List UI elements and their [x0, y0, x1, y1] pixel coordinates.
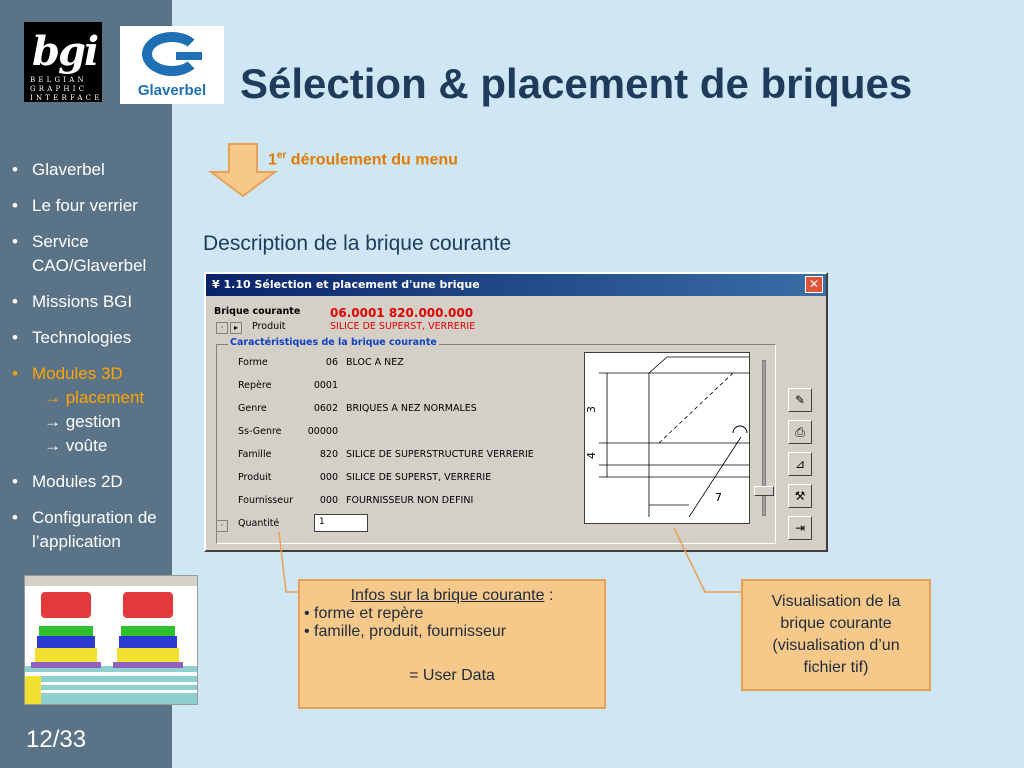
- page-title: Sélection & placement de briques: [240, 60, 913, 107]
- row-label: Forme: [238, 357, 268, 368]
- bullet: •: [12, 292, 18, 311]
- quantite-input[interactable]: 1: [314, 514, 368, 532]
- row-label: Produit: [238, 472, 272, 483]
- nav-label: Modules 2D: [32, 472, 123, 491]
- bullet: •: [12, 508, 18, 527]
- row-value: SILICE DE SUPERSTRUCTURE VERRERIE: [346, 449, 534, 460]
- brique-courante-code: 06.0001 820.000.000: [330, 306, 474, 320]
- row-label: Famille: [238, 449, 272, 460]
- section-description: Description de la brique courante: [203, 232, 512, 255]
- row-value: BLOC A NEZ: [346, 357, 404, 368]
- edit-pencil-icon[interactable]: ✎: [788, 388, 812, 412]
- hammer-icon[interactable]: ⚒: [788, 484, 812, 508]
- bgi-logo-line: GRAPHIC: [30, 85, 88, 93]
- infos-callout-title: Infos sur la brique courante: [350, 587, 545, 604]
- row-value: FOURNISSEUR NON DEFINI: [346, 495, 474, 506]
- nav-label: Le four verrier: [32, 196, 138, 215]
- bullet: •: [12, 328, 18, 347]
- row-code: 0001: [313, 380, 338, 391]
- bgi-logo-line: INTERFACE: [30, 94, 103, 102]
- row-value: BRIQUES A NEZ NORMALES: [346, 403, 477, 414]
- nav-label: Service CAO/Glaverbel: [32, 232, 147, 275]
- row-value: SILICE DE SUPERST, VERRERIE: [346, 472, 492, 483]
- infos-callout-colon: :: [544, 587, 554, 604]
- nav-label: Modules 3D: [32, 364, 123, 383]
- exit-icon[interactable]: ⇥: [788, 516, 812, 540]
- bullet: •: [12, 160, 18, 179]
- produit-header-label: Produit: [252, 321, 286, 332]
- produit-header-value: SILICE DE SUPERST, VERRERIE: [330, 321, 476, 332]
- dimension-label: 3: [585, 406, 598, 413]
- row-code: 000: [319, 472, 338, 483]
- visualisation-callout: Visualisation de la brique courante (visualisation d’un fichier tif): [741, 579, 931, 691]
- dimension-label: 7: [715, 491, 722, 504]
- bgi-logo-mark: bgi: [32, 28, 98, 75]
- nav-sub-voute[interactable]: → voûte: [44, 436, 108, 455]
- characteristics-group-title: Caractéristiques de la brique courante: [230, 337, 437, 348]
- bullet: •: [12, 364, 18, 383]
- bullet: •: [12, 196, 18, 215]
- menu-note-sup: er: [276, 150, 287, 161]
- infos-callout: [298, 579, 606, 709]
- scroll-down-icon[interactable]: ·: [216, 520, 228, 532]
- bgi-logo-line: BELGIAN: [30, 76, 87, 84]
- nav-sub-gestion[interactable]: → gestion: [44, 412, 121, 431]
- infos-callout-item: • forme et repère: [304, 605, 424, 622]
- row-label: Ss-Genre: [238, 426, 282, 437]
- close-button[interactable]: ✕: [805, 276, 823, 293]
- nav-sub-placement[interactable]: → placement: [44, 388, 145, 407]
- nav-label: Technologies: [32, 328, 132, 347]
- infos-callout-item: • famille, produit, fournisseur: [304, 623, 507, 640]
- row-code: 820: [319, 449, 338, 460]
- glaverbel-logo-text: Glaverbel: [137, 82, 207, 99]
- bullet: •: [12, 232, 18, 251]
- page-number: 12/33: [26, 726, 87, 753]
- row-code: 00000: [307, 426, 338, 437]
- bullet: •: [12, 472, 18, 491]
- row-label: Fournisseur: [238, 495, 294, 506]
- row-code: 000: [319, 495, 338, 506]
- nav-label: Missions BGI: [32, 292, 133, 311]
- dimension-label: 4: [585, 452, 598, 459]
- infos-callout-heading: [304, 587, 600, 605]
- nav-label: Configuration de l’application: [32, 508, 157, 551]
- brique-courante-label: Brique courante: [214, 306, 301, 317]
- dialog-title: ¥ 1.10 Sélection et placement d'une brique: [212, 278, 480, 291]
- user-data-label: = User Data: [409, 667, 495, 684]
- menu-note-num: 1: [268, 151, 277, 169]
- row-label: Genre: [238, 403, 267, 414]
- scroll-right-icon[interactable]: ▸: [230, 322, 242, 334]
- menu-note-text: déroulement du menu: [286, 151, 458, 169]
- print-icon[interactable]: ⎙: [788, 420, 812, 444]
- row-code: 0602: [313, 403, 338, 414]
- nav-label: Glaverbel: [32, 160, 105, 179]
- row-code: 06: [325, 357, 338, 368]
- quantite-label: Quantité: [238, 518, 280, 529]
- chart-icon[interactable]: ⊿: [788, 452, 812, 476]
- scroll-left-icon[interactable]: ·: [216, 322, 228, 334]
- row-label: Repère: [238, 380, 272, 391]
